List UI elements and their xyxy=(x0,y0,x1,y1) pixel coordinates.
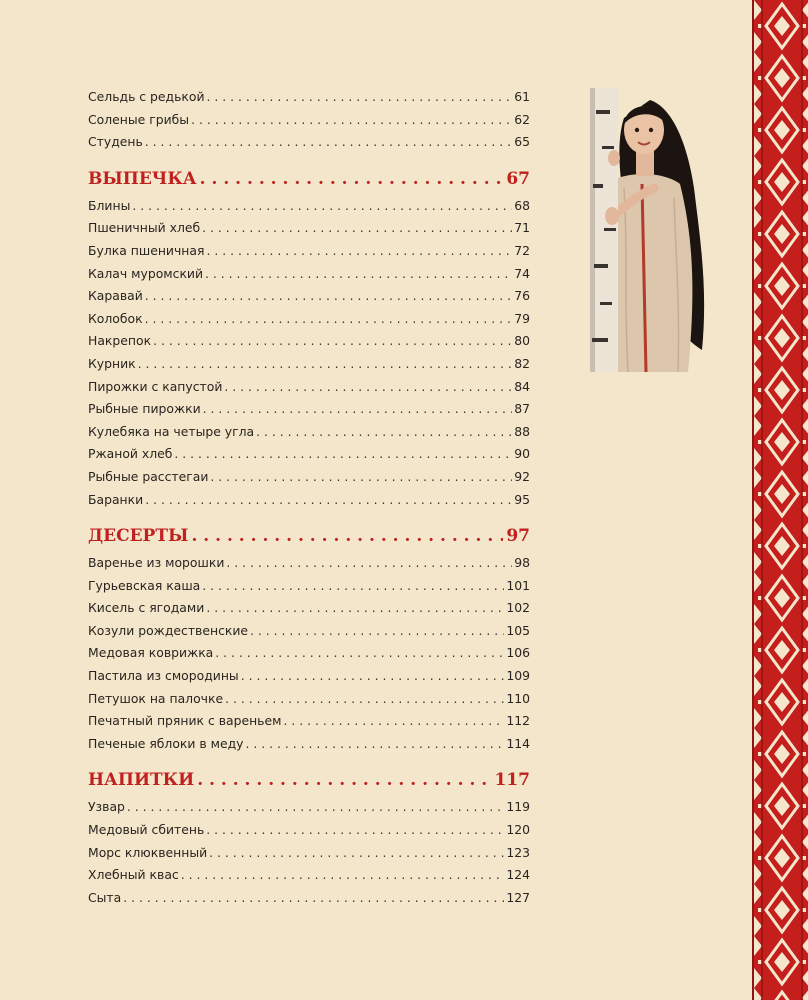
entry-title: Сыта xyxy=(88,889,122,905)
entry-title: Пирожки с капустой xyxy=(88,378,223,394)
dot-leader xyxy=(153,330,512,353)
page-number: 117 xyxy=(494,770,530,791)
entry-title: Кулебяка на четыре угла xyxy=(88,423,255,439)
toc-entry[interactable] xyxy=(88,665,530,688)
dot-leader xyxy=(181,864,505,887)
entry-title: Пастила из смородины xyxy=(88,668,239,684)
page-number: 97 xyxy=(506,526,530,547)
dot-leader xyxy=(123,887,504,910)
girl-with-birch-icon xyxy=(584,88,710,372)
toc-entry[interactable] xyxy=(88,376,530,399)
dot-leader xyxy=(191,522,503,550)
page-number: 101 xyxy=(506,577,530,593)
toc-entry[interactable] xyxy=(88,421,530,444)
page-number: 84 xyxy=(514,378,530,394)
dot-leader xyxy=(145,308,513,331)
toc-entry[interactable] xyxy=(88,330,530,353)
dot-leader xyxy=(145,489,512,512)
toc-entry[interactable] xyxy=(88,217,530,240)
page-number: 112 xyxy=(506,713,530,729)
entry-title: Пшеничный хлеб xyxy=(88,220,201,236)
toc-entry[interactable] xyxy=(88,240,530,263)
page-number: 127 xyxy=(506,889,530,905)
dot-leader xyxy=(225,688,504,711)
entry-title: Ржаной хлеб xyxy=(88,446,173,462)
page-number: 88 xyxy=(514,423,530,439)
dot-leader xyxy=(202,575,504,598)
page-number: 106 xyxy=(506,645,530,661)
dot-leader xyxy=(224,376,512,399)
entry-title: Медовый сбитень xyxy=(88,822,205,838)
dot-leader xyxy=(246,733,505,756)
entry-title: Петушок на палочке xyxy=(88,690,224,706)
toc-entry[interactable] xyxy=(88,620,530,643)
entry-title: Узвар xyxy=(88,799,125,815)
entry-title: Рыбные расстегаи xyxy=(88,468,209,484)
dot-leader xyxy=(191,109,512,132)
dot-leader xyxy=(203,398,513,421)
entry-title: Печатный пряник с вареньем xyxy=(88,713,282,729)
dot-leader xyxy=(226,552,512,575)
entry-title: Колобок xyxy=(88,310,143,326)
dot-leader xyxy=(132,195,512,218)
dot-leader xyxy=(283,710,504,733)
entry-title: Варенье из морошки xyxy=(88,555,225,571)
dot-leader xyxy=(206,819,504,842)
dot-leader xyxy=(241,665,505,688)
toc-entry[interactable] xyxy=(88,688,530,711)
toc-entry[interactable] xyxy=(88,109,530,132)
toc-entry[interactable] xyxy=(88,575,530,598)
toc-entry[interactable] xyxy=(88,642,530,665)
entry-title: Студень xyxy=(88,134,143,150)
entry-title: Блины xyxy=(88,197,131,213)
toc-entry[interactable] xyxy=(88,489,530,512)
toc-entry[interactable] xyxy=(88,353,530,376)
dot-leader xyxy=(174,443,512,466)
toc-section-heading[interactable] xyxy=(88,766,530,794)
page-number: 72 xyxy=(514,242,530,258)
toc-entry[interactable] xyxy=(88,842,530,865)
page-number: 102 xyxy=(506,600,530,616)
dot-leader xyxy=(138,353,513,376)
toc-entry[interactable] xyxy=(88,819,530,842)
toc-entry[interactable] xyxy=(88,263,530,286)
page-number: 95 xyxy=(514,491,530,507)
toc-entry[interactable] xyxy=(88,887,530,910)
entry-title: Калач муромский xyxy=(88,265,204,281)
page-number: 82 xyxy=(514,355,530,371)
dot-leader xyxy=(206,240,512,263)
page-number: 80 xyxy=(514,333,530,349)
section-title: ДЕСЕРТЫ xyxy=(88,526,189,547)
entry-title: Хлебный квас xyxy=(88,867,179,883)
page-number: 65 xyxy=(514,134,530,150)
dot-leader xyxy=(206,597,504,620)
page-number: 109 xyxy=(506,668,530,684)
toc-entry[interactable] xyxy=(88,733,530,756)
entry-title: Морс клюквенный xyxy=(88,844,208,860)
entry-title: Курник xyxy=(88,355,136,371)
entry-title: Соленые грибы xyxy=(88,111,190,127)
page-number: 105 xyxy=(506,622,530,638)
toc-entry[interactable] xyxy=(88,597,530,620)
page-number: 114 xyxy=(506,735,530,751)
entry-title: Рыбные пирожки xyxy=(88,401,201,417)
toc-entry[interactable] xyxy=(88,552,530,575)
toc-section-heading[interactable] xyxy=(88,165,530,193)
page-number: 61 xyxy=(514,89,530,104)
dot-leader xyxy=(127,796,504,819)
page-number: 110 xyxy=(506,690,530,706)
folk-ornament-border-icon xyxy=(752,0,808,1000)
entry-title: Медовая коврижка xyxy=(88,645,214,661)
page-number: 62 xyxy=(514,111,530,127)
dot-leader xyxy=(202,217,512,240)
page-number: 119 xyxy=(506,799,530,815)
toc-section-heading[interactable] xyxy=(88,522,530,550)
entry-title: Накрепок xyxy=(88,333,152,349)
page-number: 67 xyxy=(506,168,530,189)
dot-leader xyxy=(256,421,512,444)
entry-title: Кисель с ягодами xyxy=(88,600,205,616)
page-number: 71 xyxy=(514,220,530,236)
toc-entry[interactable] xyxy=(88,796,530,819)
toc-entry[interactable] xyxy=(88,131,530,154)
page-number: 92 xyxy=(514,468,530,484)
page-number: 124 xyxy=(506,867,530,883)
entry-title: Каравай xyxy=(88,288,143,304)
entry-title: Баранки xyxy=(88,491,144,507)
entry-title: Печеные яблоки в меду xyxy=(88,735,244,751)
page-number: 87 xyxy=(514,401,530,417)
entry-title: Козули рождественские xyxy=(88,622,249,638)
dot-leader xyxy=(207,86,513,109)
section-title: ВЫПЕЧКА xyxy=(88,168,197,189)
page-number: 123 xyxy=(506,844,530,860)
toc-entry[interactable] xyxy=(88,443,530,466)
toc-entry[interactable] xyxy=(88,710,530,733)
dot-leader xyxy=(145,131,512,154)
page-number: 90 xyxy=(514,446,530,462)
page-number: 98 xyxy=(514,555,530,571)
dot-leader xyxy=(197,766,491,794)
dot-leader xyxy=(210,466,512,489)
dot-leader xyxy=(200,165,504,193)
page-number: 79 xyxy=(514,310,530,326)
page-number: 74 xyxy=(514,265,530,281)
toc-entry[interactable] xyxy=(88,86,530,109)
table-of-contents xyxy=(88,86,530,909)
toc-entry[interactable] xyxy=(88,864,530,887)
dot-leader xyxy=(145,285,512,308)
page-number: 120 xyxy=(506,822,530,838)
toc-entry[interactable] xyxy=(88,308,530,331)
entry-title: Булка пшеничная xyxy=(88,242,205,258)
section-title: НАПИТКИ xyxy=(88,770,195,791)
dot-leader xyxy=(205,263,512,286)
entry-title: Сельдь с редькой xyxy=(88,89,205,104)
dot-leader xyxy=(209,842,504,865)
page-number: 68 xyxy=(514,197,530,213)
toc-entry[interactable] xyxy=(88,285,530,308)
toc-entry[interactable] xyxy=(88,466,530,489)
entry-title: Гурьевская каша xyxy=(88,577,201,593)
toc-entry[interactable] xyxy=(88,195,530,218)
toc-entry[interactable] xyxy=(88,398,530,421)
page-number: 76 xyxy=(514,288,530,304)
dot-leader xyxy=(215,642,504,665)
dot-leader xyxy=(250,620,504,643)
